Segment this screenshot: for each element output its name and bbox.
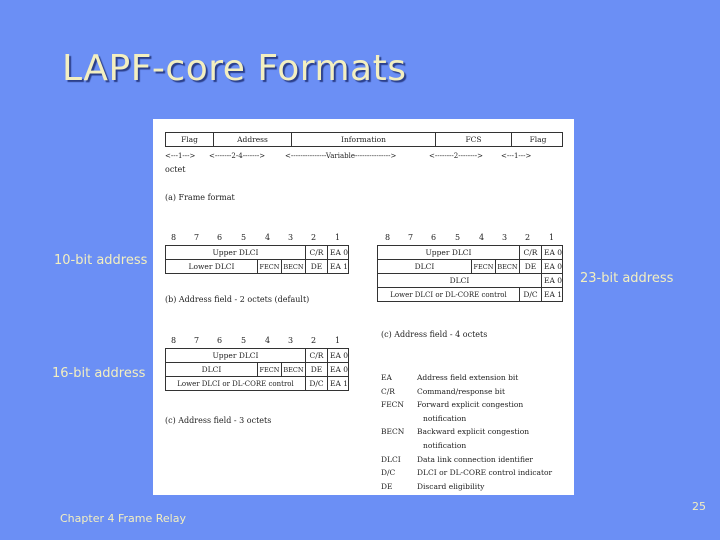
bit-numbers-right: [385, 233, 565, 243]
bit-number: 2: [311, 336, 317, 345]
dc-cell: D/C: [520, 288, 542, 302]
frame-size-address: <-------2-4------->: [209, 152, 266, 160]
frame-size-flag-start: <---1--->: [165, 152, 196, 160]
abbreviation-legend: [381, 371, 552, 493]
bit-numbers-lower-left: [171, 336, 351, 346]
legend-row: D/C DLCI or DL-CORE control indicator: [381, 468, 553, 478]
ea-cell: EA 1: [329, 262, 349, 271]
cr-cell: C/R: [520, 246, 542, 260]
becn-cell: BECN: [282, 363, 306, 377]
three-octet-row-3: [166, 377, 348, 391]
dlci-cell: DLCI: [378, 274, 542, 288]
bit-number: 4: [479, 233, 485, 242]
fecn-cell: FECN: [258, 363, 282, 377]
bit-number: 6: [217, 336, 223, 345]
ea-cell: EA 1: [329, 379, 349, 388]
bit-number: 5: [241, 336, 247, 345]
bit-number: 7: [194, 336, 200, 345]
frame-field-information: Information: [292, 133, 436, 147]
frame-field-address: Address: [214, 133, 292, 147]
becn-cell: BECN: [496, 260, 520, 274]
frame-size-information: <---------------Variable--------------->: [285, 152, 397, 160]
upper-dlci-cell: Upper DLCI: [166, 246, 306, 260]
ea-cell: EA 0: [329, 248, 349, 257]
de-cell: DE: [520, 260, 542, 274]
cr-cell: C/R: [306, 349, 328, 363]
legend-row: BECN Backward explicit congestion: [381, 427, 530, 437]
four-octet-row-1: [378, 246, 562, 260]
bit-number: 4: [265, 233, 271, 242]
two-octet-row-2: [166, 260, 348, 274]
bit-numbers-left: [171, 233, 351, 243]
three-octet-row-1: [166, 349, 348, 363]
ea-cell: EA 0: [543, 276, 563, 285]
four-octet-address-box: [377, 245, 563, 302]
ea-cell: EA 0: [329, 365, 349, 374]
upper-dlci-cell: Upper DLCI: [166, 349, 306, 363]
fecn-cell: FECN: [258, 260, 282, 274]
fecn-cell: FECN: [472, 260, 496, 274]
three-octet-caption: (c) Address field - 3 octets: [165, 416, 272, 425]
bit-number: 3: [288, 336, 294, 345]
de-cell: DE: [306, 363, 328, 377]
two-octet-address-box: [165, 245, 349, 274]
upper-dlci-cell: Upper DLCI: [378, 246, 520, 260]
bit-number: 2: [525, 233, 531, 242]
bit-number: 1: [335, 336, 341, 345]
bit-number: 3: [288, 233, 294, 242]
legend-row: DE Discard eligibility: [381, 481, 485, 491]
frame-field-flag-end: Flag: [529, 135, 547, 144]
frame-format-caption: (a) Frame format: [165, 193, 235, 202]
ten-bit-address-label: 10-bit address: [54, 253, 148, 268]
four-octet-row-4: [378, 288, 562, 302]
four-octet-row-3: [378, 274, 562, 288]
three-octet-row-2: [166, 363, 348, 377]
lapf-format-figure: [153, 119, 574, 495]
bit-number: 8: [171, 233, 177, 242]
cr-cell: C/R: [306, 246, 328, 260]
legend-row: notification: [423, 440, 467, 450]
bit-number: 4: [265, 336, 271, 345]
legend-row: notification: [423, 413, 467, 423]
dc-cell: D/C: [306, 377, 328, 391]
bit-number: 6: [431, 233, 437, 242]
frame-field-fcs: FCS: [436, 133, 512, 147]
bit-number: 1: [549, 233, 555, 242]
bit-number: 5: [241, 233, 247, 242]
becn-cell: BECN: [282, 260, 306, 274]
legend-row: EA Address field extension bit: [381, 373, 519, 382]
legend-row: DLCI Data link connection identifier: [381, 454, 533, 464]
lower-dlci-cell: Lower DLCI: [166, 260, 258, 274]
legend-row: C/R Command/response bit: [381, 386, 506, 396]
bit-number: 8: [171, 336, 177, 345]
ea-cell: EA 1: [543, 290, 563, 299]
four-octet-caption: (c) Address field - 4 octets: [381, 330, 488, 339]
frame-format-box: [165, 132, 563, 147]
bit-number: 5: [455, 233, 461, 242]
page-number: 25: [692, 500, 706, 513]
legend-row: FECN Forward explicit congestion: [381, 400, 524, 410]
sixteen-bit-address-label: 16-bit address: [52, 366, 146, 381]
three-octet-address-box: [165, 348, 349, 391]
ea-cell: EA 0: [543, 248, 563, 257]
dlci-cell: DLCI: [378, 260, 472, 274]
four-octet-row-2: [378, 260, 562, 274]
bit-number: 6: [217, 233, 223, 242]
bit-number: 8: [385, 233, 391, 242]
two-octet-row-1: [166, 246, 348, 260]
octet-label: octet: [165, 165, 186, 174]
frame-size-fcs: <--------2-------->: [429, 152, 484, 160]
footer-chapter: Chapter 4 Frame Relay: [60, 512, 186, 525]
lower-dlci-cell: Lower DLCI or DL-CORE control: [378, 288, 520, 302]
bit-number: 3: [502, 233, 508, 242]
frame-size-flag-end: <---1--->: [501, 152, 532, 160]
slide-title: LAPF-core Formats: [62, 48, 407, 89]
dlci-cell: DLCI: [166, 363, 258, 377]
bit-number: 7: [408, 233, 414, 242]
bit-number: 7: [194, 233, 200, 242]
ea-cell: EA 0: [543, 262, 563, 271]
twentythree-bit-address-label: 23-bit address: [580, 271, 674, 286]
bit-number: 2: [311, 233, 317, 242]
de-cell: DE: [306, 260, 328, 274]
two-octet-caption: (b) Address field - 2 octets (default): [165, 295, 310, 304]
frame-field-flag-start: Flag: [166, 133, 214, 147]
bit-number: 1: [335, 233, 341, 242]
lower-dlci-cell: Lower DLCI or DL-CORE control: [166, 377, 306, 391]
ea-cell: EA 0: [329, 351, 349, 360]
